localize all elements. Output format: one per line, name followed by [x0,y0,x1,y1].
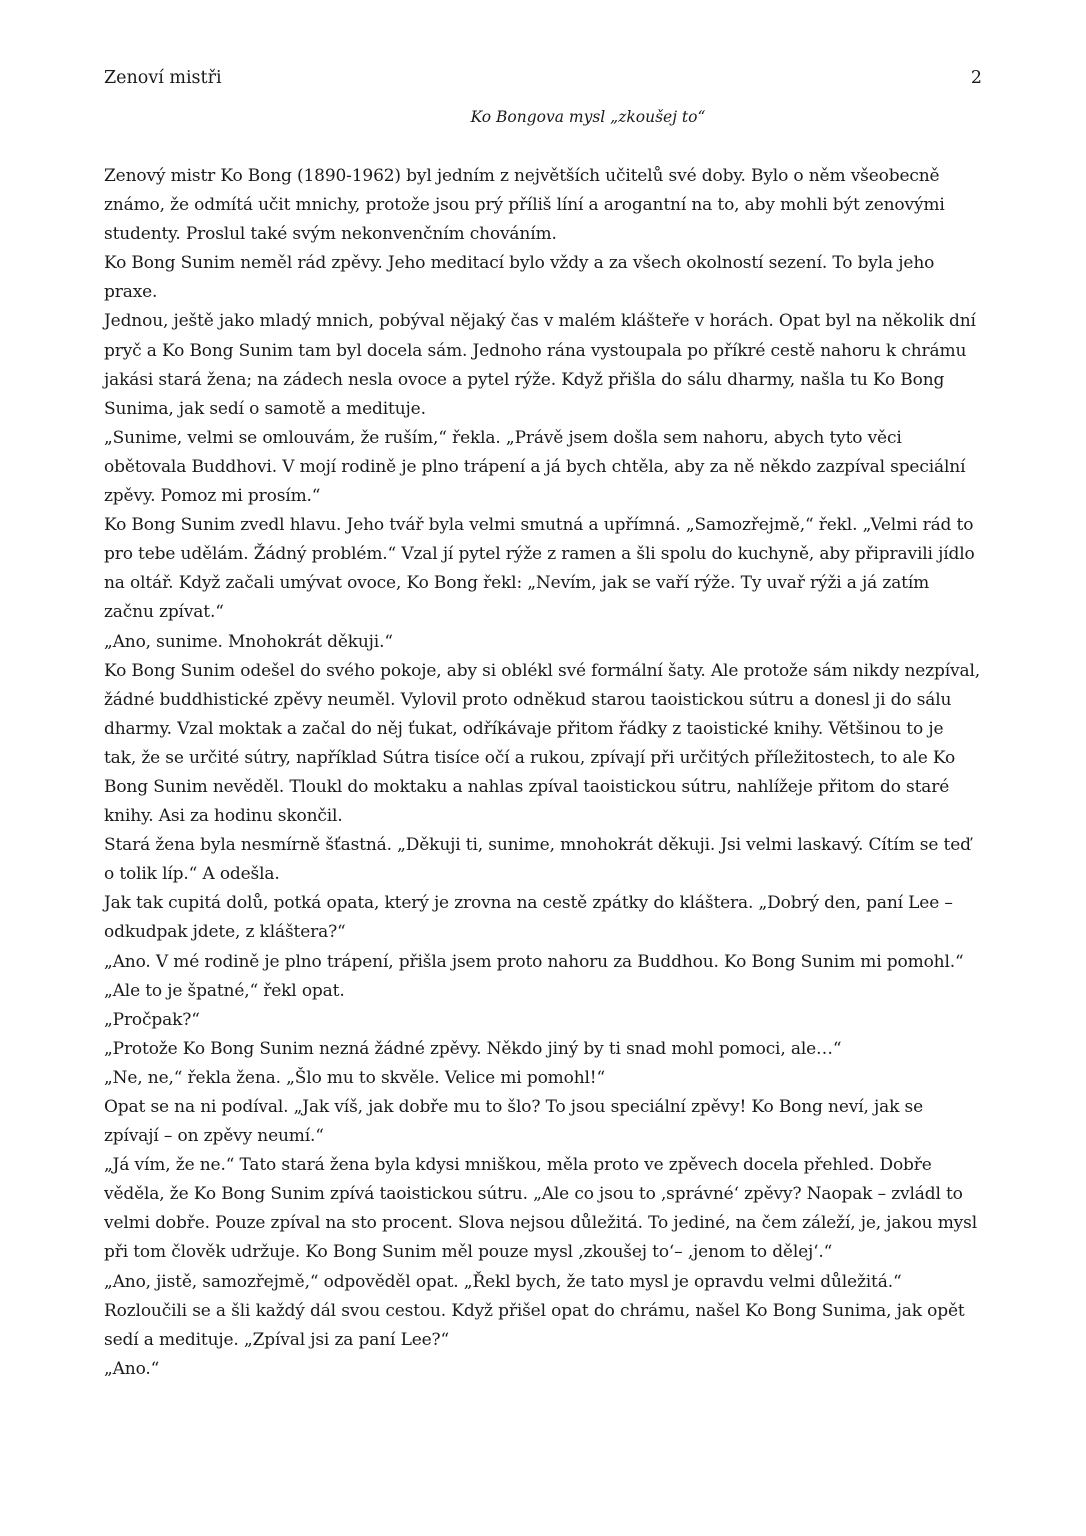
body-text [104,162,980,1384]
paragraph: „Ano, jistě, samozřejmě,“ odpověděl opat. „Řekl bych, že tato mysl je opravdu velmi důležitá.“ Rozloučili se a šli každý dál svou cestou. Když přišel opat do chrámu, našel Ko Bong Sunima, jak opět sedí a medituje. „Zpíval jsi za paní Lee?“ [104,1271,965,1350]
paragraph: „Ano. V mé rodině je plno trápení, přišla jsem proto nahoru za Buddhou. Ko Bong Sunim mi pomohl.“ [104,951,964,972]
paragraph: Jak tak cupitá dolů, potká opata, který je zrovna na cestě zpátky do kláštera. „Dobrý den, paní Lee – odkudpak jdete, z kláštera?“ [104,893,953,943]
paragraph: „Ano, sunime. Mnohokrát děkuji.“ [104,631,393,652]
chapter-title: Ko Bongova mysl „zkoušej to“ [470,108,706,126]
paragraph: Stará žena byla nesmírně šťastná. „Děkuji ti, sunime, mnohokrát děkuji. Jsi velmi laskavý. Cítím se teď o tolik líp.“ A odešla. [104,835,971,885]
running-header [104,68,982,94]
running-title: Zenoví mistři [104,68,222,88]
paragraph: „Ale to je špatné,“ řekl opat. [104,980,345,1001]
paragraph: Ko Bong Sunim odešel do svého pokoje, aby si oblékl své formální šaty. Ale protože sám nikdy nezpíval, žádné buddhistické zpěvy neuměl. Vylovil proto odněkud starou taoistickou sútru a donesl ji do sálu dharmy. Vzal moktak a začal do něj ťukat, odříkávaje přitom řádky z taoistické knihy. Většinou to je tak, že se určité sútry, například Sútra tisíce očí a rukou, zpívají při určitých příležitostech, to ale Ko Bong Sunim nevěděl. Tloukl do moktaku a nahlas zpíval taoistickou sútru, nahlížeje přitom do staré knihy. Asi za hodinu skončil. [104,660,980,827]
paragraph: Zenový mistr Ko Bong (1890-1962) byl jedním z největších učitelů své doby. Bylo o něm všeobecně známo, že odmítá učit mnichy, protože jsou prý příliš líní a arogantní na to, aby mohli být zenovými studenty. Proslul také svým nekonvenčním chováním. [104,166,945,245]
paragraph: „Já vím, že ne.“ Tato stará žena byla kdysi mniškou, měla proto ve zpěvech docela přehled. Dobře věděla, že Ko Bong Sunim zpívá taoistickou sútru. „Ale co jsou to ‚správné‘ zpěvy? Naopak – zvládl to velmi dobře. Pouze zpíval na sto procent. Slova nejsou důležitá. To jediné, na čem záleží, je, jakou mysl při tom člověk udržuje. Ko Bong Sunim měl pouze mysl ‚zkoušej to‘– ‚jenom to dělej‘.“ [104,1155,977,1263]
paragraph: „Protože Ko Bong Sunim nezná žádné zpěvy. Někdo jiný by ti snad mohl pomoci, ale…“ [104,1038,842,1059]
paragraph: „Ne, ne,“ řekla žena. „Šlo mu to skvěle. Velice mi pomohl!“ [104,1067,606,1088]
paragraph: Opat se na ni podíval. „Jak víš, jak dobře mu to šlo? To jsou speciální zpěvy! Ko Bong neví, jak se zpívají – on zpěvy neumí.“ [104,1097,923,1147]
paragraph: „Sunime, velmi se omlouvám, že ruším,“ řekla. „Právě jsem došla sem nahoru, abych tyto věci obětovala Buddhovi. V mojí rodině je plno trápení a já bych chtěla, aby za ně někdo zazpíval speciální zpěvy. Pomoz mi prosím.“ [104,427,966,507]
paragraph: „Ano.“ [104,1358,160,1379]
paragraph: Ko Bong Sunim neměl rád zpěvy. Jeho meditací bylo vždy a za všech okolností sezení. To byla jeho praxe. [104,253,935,303]
chapter-title-block [104,108,982,126]
paragraph: Ko Bong Sunim zvedl hlavu. Jeho tvář byla velmi smutná a upřímná. „Samozřejmě,“ řekl. „Velmi rád to pro tebe udělám. Žádný problém.“ Vzal jí pytel rýže z ramen a šli spolu do kuchyně, aby připravili jídlo na oltář. Když začali umývat ovoce, Ko Bong řekl: „Nevím, jak se vaří rýže. Ty uvař rýži a já zatím začnu zpívat.“ [104,515,975,623]
paragraph: „Pročpak?“ [104,1009,200,1030]
page-number: 2 [970,68,982,88]
paragraph: Jednou, ještě jako mladý mnich, pobýval nějaký čas v malém klášteře v horách. Opat byl na několik dní pryč a Ko Bong Sunim tam byl docela sám. Jednoho rána vystoupala po příkré cestě nahoru k chrámu jakási stará žena; na zádech nesla ovoce a pytel rýže. Když přišla do sálu dharmy, našla tu Ko Bong Sunima, jak sedí o samotě a medituje. [104,311,976,419]
